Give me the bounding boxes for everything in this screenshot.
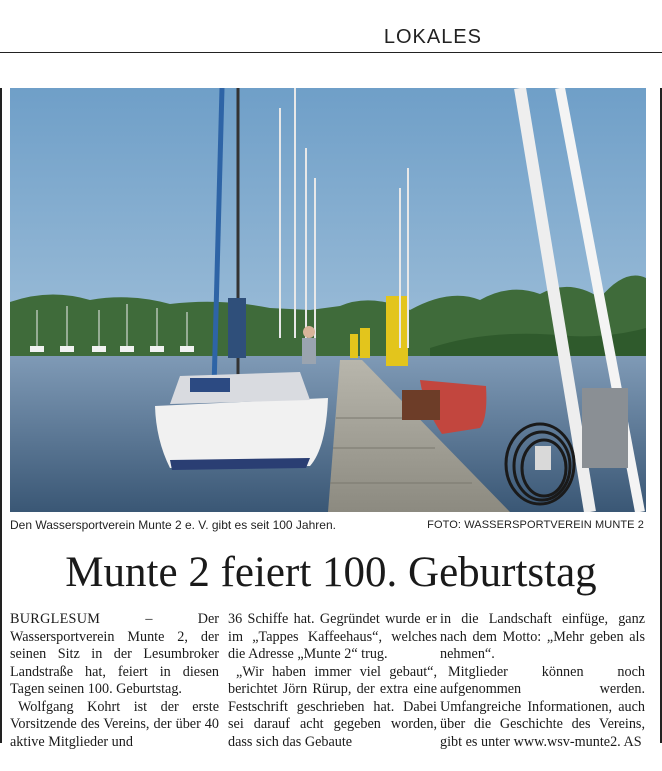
article-photo	[10, 88, 646, 512]
dateline: BURGLESUM	[10, 611, 101, 627]
article-column-2	[228, 611, 437, 751]
marina-photo-illustration	[10, 88, 646, 512]
article-column-3	[440, 611, 645, 751]
left-column-rule	[0, 88, 2, 743]
article-paragraph	[10, 611, 219, 699]
article-headline: Munte 2 feiert 100. Geburtstag	[65, 549, 597, 596]
article-column-1	[10, 611, 219, 751]
article-paragraph: „Wir haben immer viel gebaut“, berichtet Jörn Rürup, der extra eine Festschrift geschrieben hat. Dabei sei darauf acht gegeben worden, dass sich das Gebaute	[228, 663, 437, 750]
article-paragraph: in die Landschaft einfüge, ganz nach dem Motto: „Mehr geben als nehmen“.	[440, 611, 645, 662]
article-paragraph: 36 Schiffe hat. Gegründet wurde er im „Tappes Kaffeehaus“, welches die Adresse „Munte 2“ trug.	[228, 611, 437, 662]
photo-credit: FOTO: WASSERSPORTVEREIN MUNTE 2	[427, 519, 644, 531]
section-label: LOKALES	[383, 26, 482, 48]
section-divider	[0, 52, 662, 53]
photo-caption: Den Wassersportverein Munte 2 e. V. gibt es seit 100 Jahren.	[10, 518, 336, 532]
article-paragraph: Wolfgang Kohrt ist der erste Vorsitzende des Vereins, der über 40 aktive Mitglieder und	[10, 698, 219, 750]
article-paragraph: Mitglieder können noch aufgenommen werden. Umfangreiche Informationen, auch über die Geschichte des Vereins, gibt es unter www.wsv-munte2. AS	[440, 663, 645, 750]
paragraph-text: – Der Wassersportverein Munte 2, der seinen Sitz in der Lesumbroker Landstraße hat, feiert in diesen Tagen seinen 100. Geburtstag.	[10, 611, 219, 697]
